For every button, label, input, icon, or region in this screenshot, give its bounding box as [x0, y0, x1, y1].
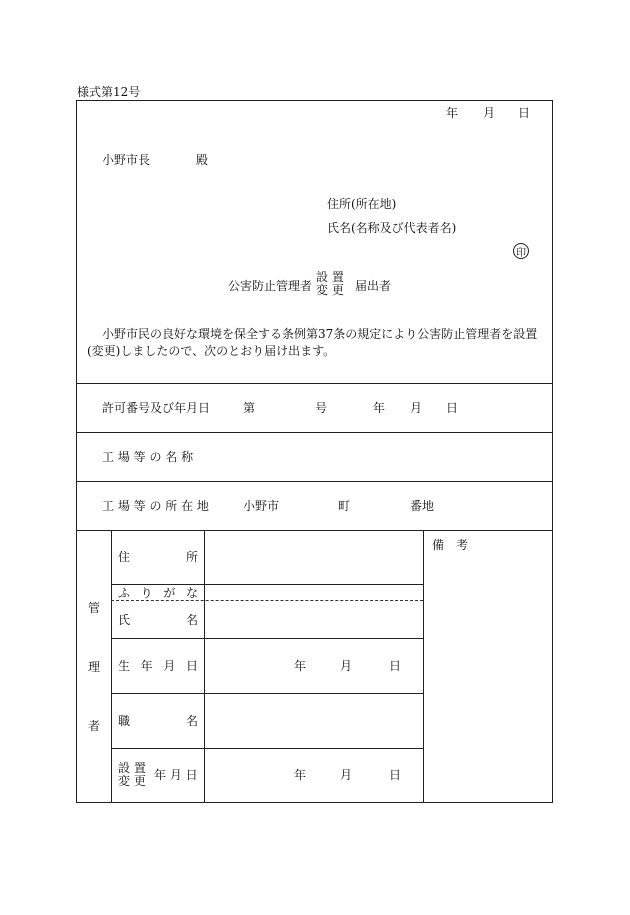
- permit-label: 許可番号及び年月日: [102, 401, 211, 415]
- birth-year: 年: [294, 659, 307, 673]
- row-divider: [76, 481, 553, 482]
- permit-month: 月: [410, 401, 423, 415]
- factory-location-town: 町: [338, 499, 351, 513]
- setup-day: 日: [389, 768, 402, 782]
- manager-label-char: 者: [88, 719, 101, 733]
- setup-month: 月: [340, 768, 353, 782]
- setup-change-options: [118, 762, 146, 788]
- setup-option-change: 変 更: [118, 774, 146, 788]
- applicant-name-label: 氏名(名称及び代表者名): [327, 221, 457, 235]
- furigana-dashed-divider: [111, 600, 423, 601]
- notifier-prefix: 公害防止管理者: [228, 279, 313, 293]
- row-divider: [111, 748, 423, 749]
- remarks-label: 備 考: [432, 538, 469, 552]
- date-year: 年: [446, 106, 459, 120]
- column-divider: [204, 530, 205, 803]
- permit-day: 日: [446, 401, 459, 415]
- row-divider: [76, 530, 553, 531]
- date-day: 日: [518, 106, 531, 120]
- manager-position-label: 職 名: [118, 714, 198, 728]
- manager-label-char: 管: [88, 601, 101, 615]
- setup-date-suffix: 年 月 日: [154, 768, 198, 782]
- statement-line-2: (変更)しましたので、次のとおり届け出ます。: [87, 344, 336, 358]
- seal-mark: 印: [513, 243, 529, 259]
- row-divider: [76, 383, 553, 384]
- manager-address-label: 住 所: [118, 550, 198, 564]
- row-divider: [111, 638, 423, 639]
- permit-go: 号: [315, 401, 328, 415]
- permit-dai: 第: [243, 401, 256, 415]
- row-divider: [111, 584, 423, 585]
- factory-name-label: 工 場 等 の 名 称: [102, 450, 194, 464]
- birth-month: 月: [340, 659, 353, 673]
- column-divider: [111, 530, 112, 803]
- manager-name-label: 氏 名: [118, 613, 198, 627]
- manager-birth-label: 生 年 月 日: [118, 659, 198, 673]
- notifier-option-change: 変 更: [316, 283, 344, 297]
- manager-label-char: 理: [88, 660, 101, 674]
- permit-year: 年: [373, 401, 386, 415]
- setup-year: 年: [294, 768, 307, 782]
- factory-location-city: 小野市: [243, 499, 280, 513]
- row-divider: [111, 693, 423, 694]
- addressee-honorific: 殿: [196, 153, 209, 167]
- setup-option-setup: 設 置: [118, 761, 146, 775]
- notifier-options: [316, 271, 344, 297]
- factory-location-banchi: 番地: [410, 499, 435, 513]
- factory-location-label: 工 場 等 の 所 在 地: [102, 499, 209, 513]
- birth-day: 日: [389, 659, 402, 673]
- statement-line-1: 小野市民の良好な環境を保全する条例第37条の規定により公害防止管理者を設置: [102, 327, 538, 341]
- notifier-option-setup: 設 置: [316, 270, 344, 284]
- addressee-name: 小野市長: [102, 153, 151, 167]
- applicant-address-label: 住所(所在地): [327, 197, 397, 211]
- notifier-suffix: 届出者: [355, 279, 392, 293]
- form-number: 様式第12号: [77, 85, 141, 99]
- manager-furigana-label: ふ り が な: [118, 586, 198, 600]
- column-divider: [423, 530, 424, 803]
- date-month: 月: [483, 106, 496, 120]
- row-divider: [76, 432, 553, 433]
